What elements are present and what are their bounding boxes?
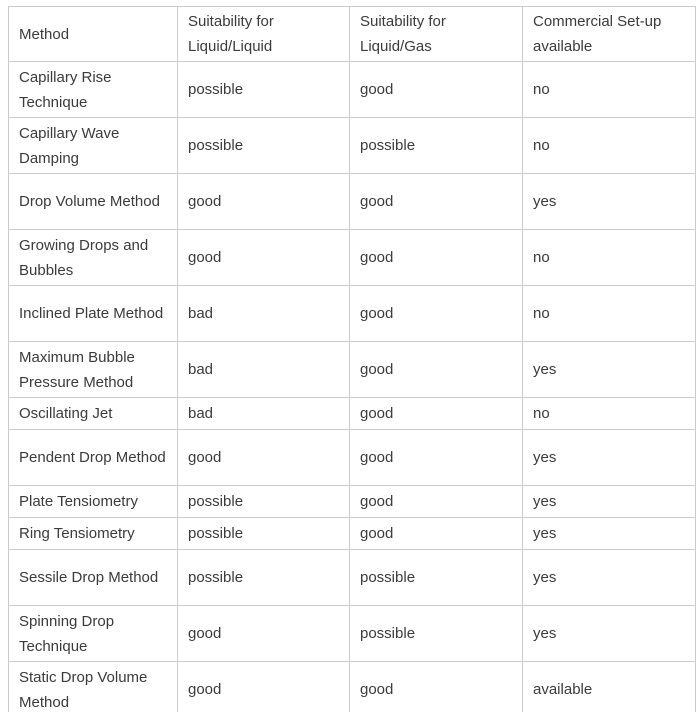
liquid-liquid-cell: good — [178, 606, 350, 662]
commercial-cell: no — [523, 62, 696, 118]
liquid-gas-cell: good — [350, 174, 523, 230]
table-row — [9, 286, 696, 342]
commercial-cell: no — [523, 118, 696, 174]
method-cell: Growing Drops and Bubbles — [9, 230, 178, 286]
commercial-cell: yes — [523, 174, 696, 230]
table-row — [9, 230, 696, 286]
liquid-gas-cell: possible — [350, 550, 523, 606]
method-cell: Oscillating Jet — [9, 398, 178, 430]
liquid-liquid-cell: bad — [178, 342, 350, 398]
liquid-gas-cell: possible — [350, 118, 523, 174]
liquid-gas-cell: good — [350, 62, 523, 118]
liquid-liquid-cell: possible — [178, 486, 350, 518]
liquid-liquid-cell: good — [178, 430, 350, 486]
method-cell: Static Drop Volume Method — [9, 662, 178, 712]
method-cell: Plate Tensiometry — [9, 486, 178, 518]
liquid-gas-cell: good — [350, 430, 523, 486]
liquid-gas-cell: good — [350, 518, 523, 550]
commercial-cell: yes — [523, 518, 696, 550]
method-cell: Drop Volume Method — [9, 174, 178, 230]
liquid-liquid-cell: bad — [178, 286, 350, 342]
commercial-cell: yes — [523, 430, 696, 486]
liquid-gas-cell: good — [350, 230, 523, 286]
header-cell-liquid-gas: Suitability for Liquid/Gas — [350, 7, 523, 62]
liquid-liquid-cell: possible — [178, 62, 350, 118]
header-cell-commercial: Commercial Set-up available — [523, 7, 696, 62]
liquid-gas-cell: good — [350, 342, 523, 398]
header-cell-method: Method — [9, 7, 178, 62]
liquid-liquid-cell: possible — [178, 518, 350, 550]
commercial-cell: no — [523, 398, 696, 430]
liquid-liquid-cell: bad — [178, 398, 350, 430]
liquid-liquid-cell: possible — [178, 550, 350, 606]
liquid-gas-cell: good — [350, 398, 523, 430]
table-row — [9, 518, 696, 550]
table-row — [9, 174, 696, 230]
liquid-liquid-cell: good — [178, 662, 350, 712]
table-row — [9, 118, 696, 174]
method-cell: Pendent Drop Method — [9, 430, 178, 486]
liquid-liquid-cell: good — [178, 230, 350, 286]
commercial-cell: no — [523, 286, 696, 342]
table-row — [9, 662, 696, 712]
header-row — [9, 7, 696, 62]
method-cell: Maximum Bubble Pressure Method — [9, 342, 178, 398]
method-cell: Inclined Plate Method — [9, 286, 178, 342]
table-row — [9, 398, 696, 430]
table-row — [9, 430, 696, 486]
method-cell: Capillary Rise Technique — [9, 62, 178, 118]
liquid-gas-cell: possible — [350, 606, 523, 662]
method-cell: Ring Tensiometry — [9, 518, 178, 550]
commercial-cell: yes — [523, 550, 696, 606]
table-row — [9, 486, 696, 518]
table-row — [9, 606, 696, 662]
table-row — [9, 342, 696, 398]
commercial-cell: yes — [523, 486, 696, 518]
table-row — [9, 62, 696, 118]
commercial-cell: yes — [523, 606, 696, 662]
commercial-cell: no — [523, 230, 696, 286]
liquid-gas-cell: good — [350, 486, 523, 518]
table-row — [9, 550, 696, 606]
liquid-gas-cell: good — [350, 662, 523, 712]
liquid-gas-cell: good — [350, 286, 523, 342]
methods-table — [8, 6, 696, 712]
liquid-liquid-cell: good — [178, 174, 350, 230]
method-cell: Spinning Drop Technique — [9, 606, 178, 662]
method-cell: Capillary Wave Damping — [9, 118, 178, 174]
commercial-cell: yes — [523, 342, 696, 398]
liquid-liquid-cell: possible — [178, 118, 350, 174]
commercial-cell: available — [523, 662, 696, 712]
method-cell: Sessile Drop Method — [9, 550, 178, 606]
header-cell-liquid-liquid: Suitability for Liquid/Liquid — [178, 7, 350, 62]
